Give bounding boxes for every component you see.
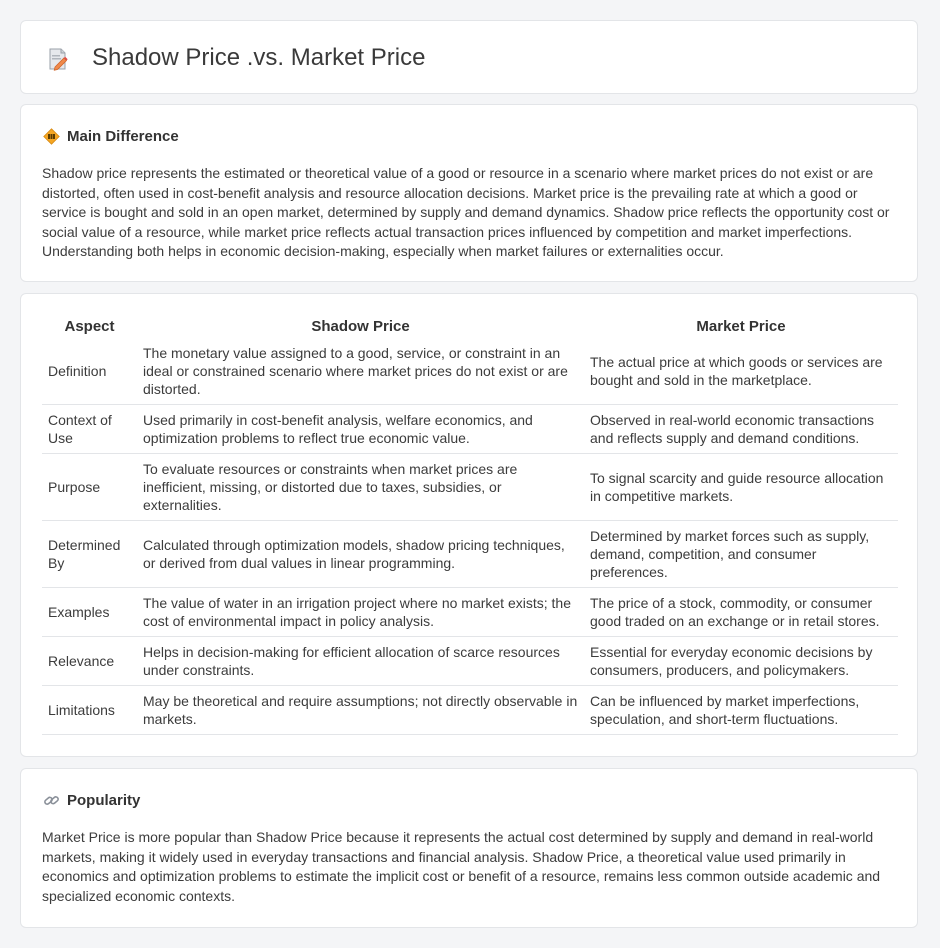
aspect-cell: Definition: [42, 338, 137, 405]
main-difference-title: Main Difference: [67, 128, 179, 145]
market-price-cell: Can be influenced by market imperfections, speculation, and short-term fluctuations.: [584, 686, 898, 735]
table-row: [42, 405, 898, 454]
table-row: [42, 338, 898, 405]
main-difference-heading: [43, 128, 179, 145]
aspect-cell: Relevance: [42, 637, 137, 686]
table-row: [42, 686, 898, 735]
main-difference-card: [20, 104, 918, 282]
table-row: [42, 521, 898, 588]
shadow-price-cell: Calculated through optimization models, shadow pricing techniques, or derived from dual values in linear programming.: [137, 521, 584, 588]
market-price-cell: The price of a stock, commodity, or consumer good traded on an exchange or in retail stores.: [584, 588, 898, 637]
header-aspect: Aspect: [64, 318, 115, 335]
table-row: [42, 454, 898, 521]
aspect-cell: Examples: [42, 588, 137, 637]
aspect-cell: Determined By: [42, 521, 137, 588]
table-header-row: [42, 314, 898, 338]
header-market-price: Market Price: [696, 318, 786, 335]
market-price-cell: Essential for everyday economic decisions by consumers, producers, and policymakers.: [584, 637, 898, 686]
shadow-price-cell: Helps in decision-making for efficient allocation of scarce resources under constraints.: [137, 637, 584, 686]
title-card: [20, 20, 918, 94]
diamond-warning-icon: [43, 128, 60, 145]
shadow-price-cell: To evaluate resources or constraints when market prices are inefficient, missing, or distorted due to taxes, subsidies, or externalities.: [137, 454, 584, 521]
table-row: [42, 588, 898, 637]
document-edit-icon: [47, 47, 69, 71]
market-price-cell: Observed in real-world economic transactions and reflects supply and demand conditions.: [584, 405, 898, 454]
main-difference-text: Shadow price represents the estimated or theoretical value of a good or resource in a scenario where market prices do not exist or are distorted, often used in cost-benefit analysis and resource allocation decisions. Market price is the prevailing rate at which a good or service is bought and sold in an open market, determined by supply and demand dynamics. Shadow price reflects the opportunity cost or social value of a resource, while market price reflects actual transaction prices influenced by competition and market imperfections. Understanding both helps in economic decision-making, especially when market failures or externalities occur.: [42, 165, 890, 260]
comparison-card: [20, 293, 918, 757]
comparison-table: [42, 314, 898, 735]
aspect-cell: Limitations: [42, 686, 137, 735]
popularity-heading: [43, 792, 140, 809]
market-price-cell: To signal scarcity and guide resource allocation in competitive markets.: [584, 454, 898, 521]
page-title: Shadow Price .vs. Market Price: [92, 44, 426, 71]
aspect-cell: Purpose: [42, 454, 137, 521]
shadow-price-cell: The value of water in an irrigation project where no market exists; the cost of environmental impact in policy analysis.: [137, 588, 584, 637]
market-price-cell: The actual price at which goods or services are bought and sold in the marketplace.: [584, 338, 898, 405]
shadow-price-cell: The monetary value assigned to a good, service, or constraint in an ideal or constrained scenario where market prices do not exist or are distorted.: [137, 338, 584, 405]
popularity-title: Popularity: [67, 792, 141, 809]
market-price-cell: Determined by market forces such as supply, demand, competition, and consumer preferences.: [584, 521, 898, 588]
link-icon: [43, 792, 60, 809]
shadow-price-cell: Used primarily in cost-benefit analysis, welfare economics, and optimization problems to reflect true economic value.: [137, 405, 584, 454]
shadow-price-cell: May be theoretical and require assumptions; not directly observable in markets.: [137, 686, 584, 735]
aspect-cell: Context of Use: [42, 405, 137, 454]
popularity-text: Market Price is more popular than Shadow Price because it represents the actual cost determined by supply and demand in real-world markets, making it widely used in everyday transactions and financial analysis. Shadow Price, a theoretical value used primarily in economics and optimization problems to estimate the implicit cost or benefit of a resource, remains less common outside academic and specialized economic contexts.: [42, 829, 881, 904]
header-shadow-price: Shadow Price: [311, 318, 410, 335]
table-row: [42, 637, 898, 686]
popularity-card: [20, 768, 918, 928]
